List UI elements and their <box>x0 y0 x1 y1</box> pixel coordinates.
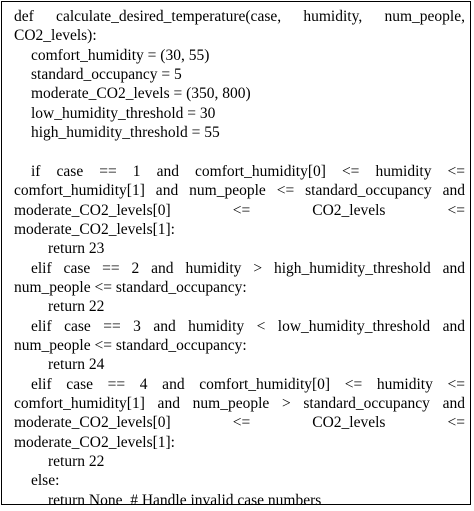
code-line: moderate_CO2_levels[0] <= CO2_levels <= <box>14 414 465 432</box>
code-listing <box>1 1 471 509</box>
code-line: num_people <= standard_occupancy: <box>14 336 247 354</box>
code-line: high_humidity_threshold = 55 <box>31 124 220 142</box>
code-line: else: <box>31 472 60 490</box>
code-line: return 22 <box>48 453 105 471</box>
code-line: low_humidity_threshold = 30 <box>31 104 216 122</box>
code-line: moderate_CO2_levels[0] <= CO2_levels <= <box>14 201 465 219</box>
code-line: elif case == 2 and humidity > high_humidity_threshold and <box>31 259 465 277</box>
code-line: return 23 <box>48 240 105 258</box>
code-line: standard_occupancy = 5 <box>31 66 182 84</box>
code-line: def calculate_desired_temperature(case, humidity, num_people, <box>14 8 465 25</box>
code-line: return None # Handle invalid case numbers <box>48 491 322 509</box>
code-line: comfort_humidity = (30, 55) <box>31 46 210 64</box>
code-line: moderate_CO2_levels[1]: <box>14 220 175 238</box>
code-line: comfort_humidity[1] and num_people > standard_occupancy and <box>14 395 465 412</box>
code-line: return 24 <box>48 356 105 374</box>
code-line: return 22 <box>48 298 105 316</box>
code-line: comfort_humidity[1] and num_people <= standard_occupancy and <box>14 182 465 200</box>
code-line <box>2 142 474 162</box>
code-line: moderate_CO2_levels = (350, 800) <box>31 85 251 103</box>
code-line: elif case == 3 and humidity < low_humidity_threshold and <box>31 317 465 335</box>
code-line: moderate_CO2_levels[1]: <box>14 433 175 451</box>
code-line: if case == 1 and comfort_humidity[0] <= humidity <= <box>31 162 465 180</box>
code-line: num_people <= standard_occupancy: <box>14 278 247 296</box>
code-line: elif case == 4 and comfort_humidity[0] <= humidity <= <box>31 375 465 393</box>
code-line: CO2_levels): <box>14 27 97 45</box>
